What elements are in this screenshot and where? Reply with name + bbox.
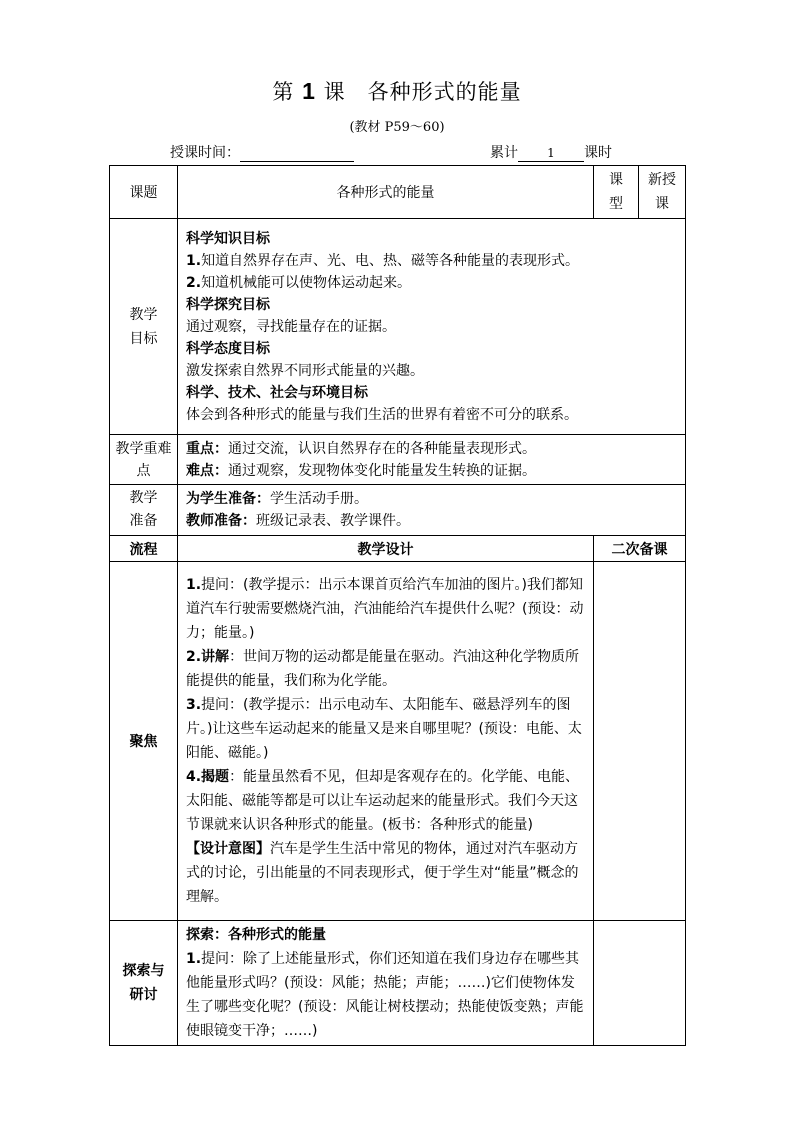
text-line-bold: 重点： <box>186 440 228 457</box>
text-line <box>186 488 679 510</box>
second-prep-header: 二次备课 <box>594 536 686 562</box>
text-line-bold: 科学态度目标 <box>186 340 270 357</box>
lesson-title: 第 1 课 各种形式的能量 <box>272 78 522 104</box>
preparation-lines <box>178 486 685 534</box>
text-line-body: 通过观察，寻找能量存在的证据。 <box>186 318 396 335</box>
total-label: 累计 <box>490 145 518 161</box>
text-line-bold: 为学生准备： <box>186 491 270 507</box>
text-line <box>186 460 679 482</box>
text-line-body: 体会到各种形式的能量与我们生活的世界有着密不可分的联系。 <box>186 406 578 423</box>
type-value: 新授课 <box>639 166 686 219</box>
text-line-bold: 2. <box>186 274 202 291</box>
text-line-body: 提问：(教学提示：出示电动车、太阳能车、磁悬浮列车的图片。)让这些车运动起来的能量又是来自哪里呢？(预设：电能、太阳能、磁能。) <box>186 697 582 761</box>
focus-second-prep <box>594 562 686 921</box>
text-line <box>186 382 679 404</box>
row-key-points <box>110 435 686 485</box>
text-line-bold: 难点： <box>186 462 228 479</box>
text-line <box>186 294 679 316</box>
text-line <box>186 947 587 1043</box>
key-points-label: 教学重难点 <box>110 435 178 485</box>
text-line-bold: 科学知识目标 <box>186 230 270 247</box>
text-line-body: 班级记录表、教学课件。 <box>256 513 410 529</box>
explore-label: 探索与研讨 <box>110 921 178 1046</box>
preparation-label: 教学准备 <box>110 485 178 536</box>
text-line-body: 提问：(教学提示：出示本课首页给汽车加油的图片。)我们都知道汽车行驶需要燃烧汽油，汽油能给汽车提供什么呢？(预设：动力；能量。) <box>186 577 584 641</box>
focus-label: 聚焦 <box>110 562 178 921</box>
objectives-content <box>178 219 686 435</box>
text-line-bold: 1. <box>186 577 202 593</box>
text-line-body: 通过观察，发现物体变化时能量发生转换的证据。 <box>228 462 536 479</box>
text-line-bold: 探索：各种形式的能量 <box>186 927 326 943</box>
text-line-bold: 1. <box>186 252 202 269</box>
text-line <box>186 316 679 338</box>
text-line <box>186 360 679 382</box>
explore-lines <box>178 921 593 1045</box>
text-line-bold: 科学探究目标 <box>186 296 270 313</box>
class-time-blank[interactable] <box>240 146 354 162</box>
text-line-body: ：世间万物的运动都是能量在驱动。汽油这种化学物质所能提供的能量，我们称为化学能。 <box>186 649 580 689</box>
objectives-label: 教学目标 <box>110 219 178 435</box>
text-line-bold: 1. <box>186 951 202 967</box>
text-line-body: ：能量虽然看不见，但却是客观存在的。化学能、电能、太阳能、磁能等都是可以让车运动起来的能量形式。我们今天这节课就来认识各种形式的能量。(板书：各种形式的能量) <box>186 769 580 833</box>
textbook-pages: (教材 P59～60) <box>349 120 445 135</box>
text-line <box>186 645 587 693</box>
text-line-bold: 2.讲解 <box>186 649 230 665</box>
text-line-body: 汽车是学生生活中常见的物体，通过对汽车驱动方式的讨论，引出能量的不同表现形式，便于学生对“能量”概念的理解。 <box>186 841 579 905</box>
row-objectives <box>110 219 686 435</box>
text-line <box>186 693 587 765</box>
objectives-lines <box>178 226 685 428</box>
lesson-plan-table <box>109 165 686 1046</box>
total-hours <box>490 142 612 162</box>
text-line-bold: 【设计意图】 <box>186 841 270 857</box>
text-line-bold: 4.揭题 <box>186 769 230 785</box>
text-line <box>186 272 679 294</box>
text-line <box>186 765 587 837</box>
row-focus <box>110 562 686 921</box>
text-line-body: 通过交流，认识自然界存在的各种能量表现形式。 <box>228 440 536 457</box>
text-line <box>186 923 587 947</box>
text-line <box>186 837 587 909</box>
key-points-content <box>178 435 686 485</box>
text-line <box>186 510 679 532</box>
hours-label: 课时 <box>584 145 612 161</box>
row-topic <box>110 166 686 219</box>
row-explore <box>110 921 686 1046</box>
explore-content <box>178 921 594 1046</box>
text-line <box>186 573 587 645</box>
type-label: 课型 <box>594 166 639 219</box>
lesson-number: 1 <box>302 78 316 104</box>
text-line-body: 学生活动手册。 <box>270 491 368 507</box>
explore-second-prep <box>594 921 686 1046</box>
topic-value: 各种形式的能量 <box>178 166 594 219</box>
key-points-lines <box>178 436 685 484</box>
focus-lines <box>178 571 593 911</box>
text-line <box>186 404 679 426</box>
text-line <box>186 338 679 360</box>
text-line <box>186 250 679 272</box>
text-line-bold: 3. <box>186 697 202 713</box>
text-line <box>186 438 679 460</box>
text-line <box>186 228 679 250</box>
focus-content <box>178 562 594 921</box>
total-value: 1 <box>518 146 584 162</box>
text-line-bold: 教师准备： <box>186 513 256 529</box>
class-time-label: 授课时间： <box>170 145 240 161</box>
flow-header: 流程 <box>110 536 178 562</box>
row-design-header <box>110 536 686 562</box>
design-header: 教学设计 <box>178 536 594 562</box>
text-line-body: 知道机械能可以使物体运动起来。 <box>201 274 412 291</box>
text-line-body: 激发探索自然界不同形式能量的兴趣。 <box>186 362 424 379</box>
text-line-bold: 科学、技术、社会与环境目标 <box>186 384 368 401</box>
row-preparation <box>110 485 686 536</box>
preparation-content <box>178 485 686 536</box>
text-line-body: 知道自然界存在声、光、电、热、磁等各种能量的表现形式。 <box>201 252 580 269</box>
topic-label: 课题 <box>110 166 178 219</box>
text-line-body: 提问：除了上述能量形式，你们还知道在我们身边存在哪些其他能量形式吗？(预设：风能；热能；声能；……)它们使物体发生了哪些变化呢？(预设：风能让树枝摆动；热能使饭变熟；声能使眼镜变干净；……) <box>186 951 584 1039</box>
class-time <box>170 142 354 162</box>
